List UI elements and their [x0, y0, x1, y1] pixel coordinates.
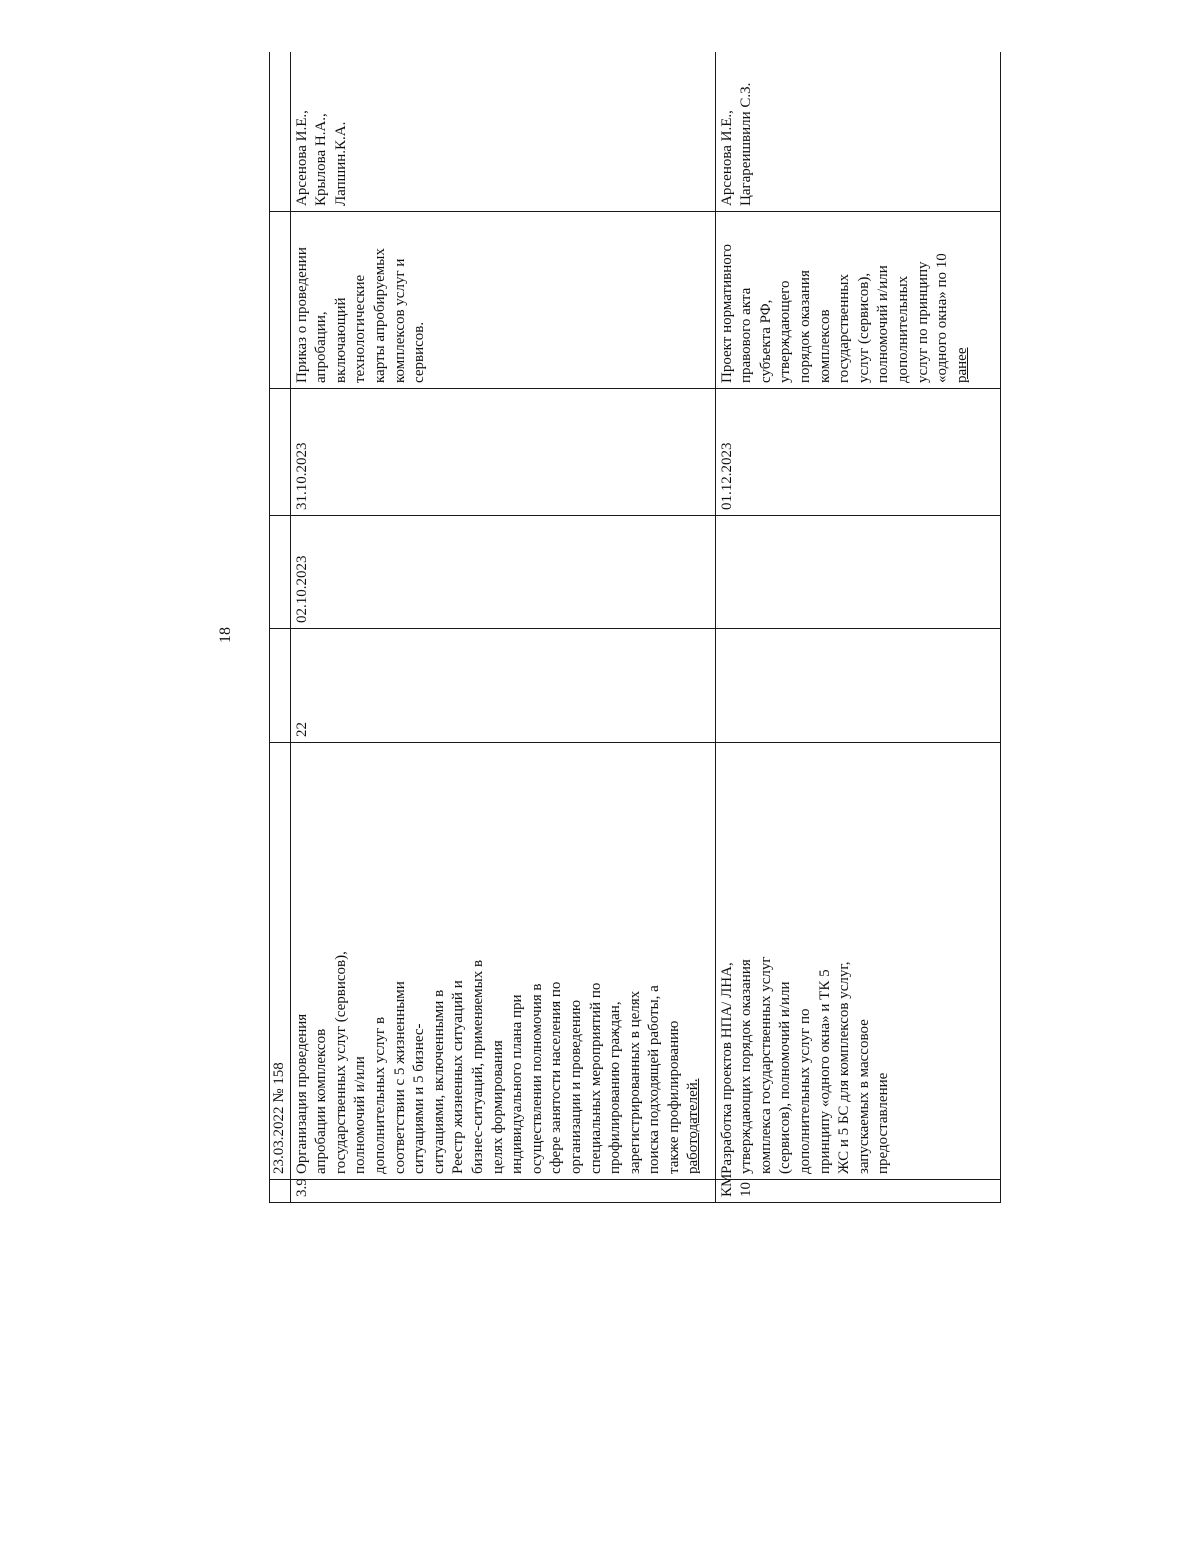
row-end-date: 01.12.2023	[718, 442, 735, 510]
row-result: Приказ о проведении апробации, включающий технологические карты апробируемых комплексов услуг и сервисов.	[293, 247, 428, 383]
row-result: Проект нормативного правового акта субъекта РФ, утверждающего порядок оказания комплексов государственных услуг (сервисов), полномочий и/или дополнительных услуг по принципу «одного окна» по 10	[718, 244, 951, 383]
responsible-cell	[715, 52, 1000, 212]
responsible-cell	[290, 52, 715, 212]
reference-cell	[270, 743, 291, 1180]
row-end-date: 31.10.2023	[293, 442, 310, 510]
row-number: КМ 10	[718, 1173, 755, 1197]
number-cell	[715, 1173, 1000, 1203]
table-cell	[270, 52, 291, 212]
row-responsible: Арсенова И.Е., Цагареишвили С.З.	[718, 82, 755, 206]
reference-text: 23.03.2022 № 158	[271, 1062, 287, 1174]
rotated-table-frame	[269, 52, 1006, 1203]
start-date-cell	[290, 516, 715, 629]
description-cell	[290, 743, 715, 1180]
table-continuation-row	[270, 52, 291, 1203]
end-date-cell	[290, 389, 715, 516]
end-date-cell	[715, 389, 1000, 516]
row-number: 3.9	[293, 1178, 310, 1197]
row-description: Разработка проектов НПА/ ЛНА, утверждающих порядок оказания комплекса государственных услуг (сервисов), полномочий и/или дополнительных услуг по принципу «одного окна» и ТК 5 ЖС и 5 БС для комплексов услуг, запускаемых в массовое предоставление	[718, 956, 892, 1174]
row-description-last-line: работодателей.	[685, 1078, 702, 1174]
result-cell	[715, 212, 1000, 389]
count-cell	[715, 629, 1000, 743]
row-description: Организация проведения апробации комплексов государственных услуг (сервисов), полномочий и/или дополнительных услуг в соответствии с 5 жизненными ситуациями и 5 бизнес- ситуациями, включенными в Реестр жизненных ситуаций и бизнес-ситуаций, применяемых в целях формирования индивидуального плана при осуществлении полномочия в сфере занятости населения по организации и проведению специальных мероприятий по профилированию граждан, зарегистрированных в целях поиска подходящей работы, а также профилированию	[293, 951, 682, 1174]
result-cell	[290, 212, 715, 389]
table-cell	[270, 1180, 291, 1203]
number-cell	[290, 1180, 715, 1203]
table-cell	[270, 389, 291, 516]
table-row	[290, 52, 715, 1203]
table-cell	[270, 516, 291, 629]
table-row	[715, 52, 1000, 1203]
row-start-date: 02.10.2023	[293, 555, 310, 623]
plan-table	[269, 52, 1001, 1203]
page-number: 18	[217, 627, 234, 643]
table-cell	[270, 629, 291, 743]
table-cell	[270, 212, 291, 389]
row-result-last-line: ранее	[953, 347, 970, 383]
description-cell	[715, 743, 1000, 1180]
row-count: 22	[293, 722, 310, 737]
count-cell	[290, 629, 715, 743]
start-date-cell	[715, 516, 1000, 629]
row-responsible: Арсенова И.Е., Крылова Н.А., Лапшин.К.А.	[293, 110, 349, 206]
document-table-container	[269, 52, 1006, 1203]
